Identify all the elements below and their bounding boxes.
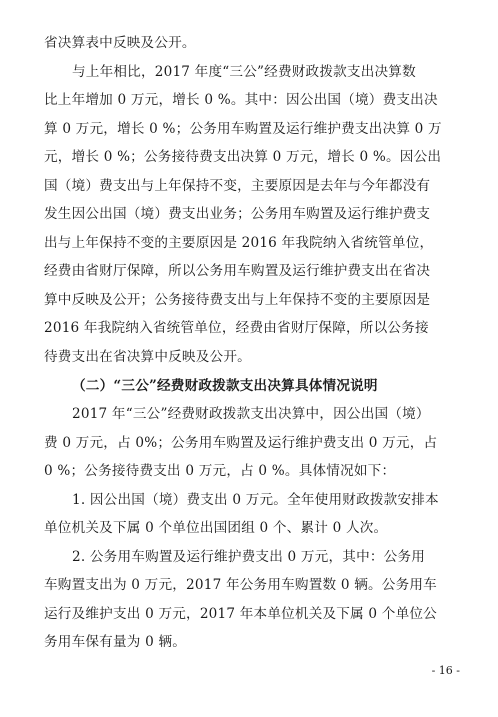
text-line: 出与上年保持不变的主要原因是 2016 年我院纳入省统管单位， [44, 235, 434, 251]
text-line: 单位机关及下属 0 个单位出国团组 0 个、累计 0 人次。 [44, 520, 388, 536]
page-number: - 16 - [431, 664, 460, 677]
text-line: 省决算表中反映及公开。 [44, 35, 196, 51]
text-line: 元，增长 0 %；公务接待费支出决算 0 万元，增长 0 %。因公出 [44, 149, 442, 165]
text-line: 2016 年我院纳入省统管单位，经费由省财厅保障，所以公务接 [44, 320, 429, 336]
text-line: 与上年相比，2017 年度“三公”经费财政拨款支出决算数 [72, 64, 416, 80]
section-heading: （二）“三公”经费财政拨款支出决算具体情况说明 [72, 378, 378, 394]
text-line: 发生因公出国（境）费支出业务；公务用车购置及运行维护费支 [44, 206, 431, 222]
text-line: 费 0 万元，占 0%；公务用车购置及运行维护费支出 0 万元，占 [44, 435, 438, 451]
text-line: 运行及维护支出 0 万元，2017 年本单位机关及下属 0 个单位公 [44, 606, 437, 622]
text-line: 0 %；公务接待费支出 0 万元，占 0 %。具体情况如下： [44, 463, 396, 479]
text-line: 1. 因公出国（境）费支出 0 万元。全年使用财政拨款安排本 [72, 492, 439, 508]
text-line: 车购置支出为 0 万元，2017 年公务用车购置数 0 辆。公务用车 [44, 577, 437, 593]
text-line: 2017 年“三公”经费财政拨款支出决算中，因公出国（境） [72, 406, 430, 422]
text-line: 务用车保有量为 0 辆。 [44, 634, 187, 650]
text-line: 待费支出在省决算中反映及公开。 [44, 349, 251, 365]
text-line: 算中反映及公开；公务接待费支出与上年保持不变的主要原因是 [44, 292, 431, 308]
text-line: 经费由省财厅保障，所以公务用车购置及运行维护费支出在省决 [44, 263, 431, 279]
text-line: 算 0 万元，增长 0 %；公务用车购置及运行维护费支出决算 0 万 [44, 121, 442, 137]
text-line: 比上年增加 0 万元，增长 0 %。其中：因公出国（境）费支出决 [44, 92, 438, 108]
text-line: 2. 公务用车购置及运行维护费支出 0 万元，其中：公务用 [72, 549, 426, 565]
text-line: 国（境）费支出与上年保持不变，主要原因是去年与今年都没有 [44, 178, 431, 194]
